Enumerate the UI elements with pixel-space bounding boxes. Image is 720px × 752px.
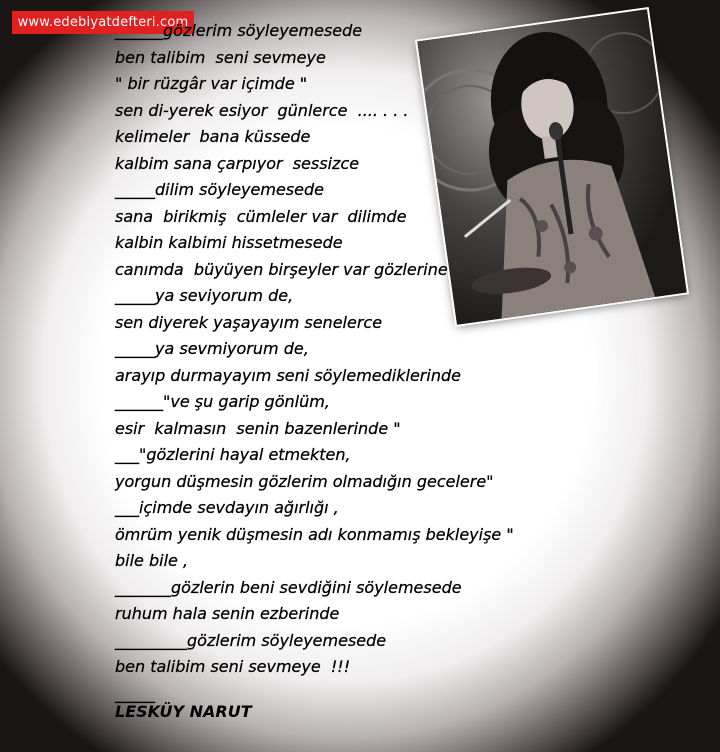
poem-line: _____ya seviyorum de, [115,286,294,305]
poem-line: ___"gözlerini hayal etmekten, [115,445,351,464]
poem-line: _____dilim söyleyemesede [115,180,324,199]
site-watermark[interactable]: www.edebiyatdefteri.com [12,11,194,34]
poem-line: arayıp durmayayım seni söylemediklerinde [115,365,461,385]
poem-line: sana birikmiş cümleler var dilimde [115,206,407,226]
poem-line: yorgun düşmesin gözlerim olmadığın gecelere" [115,471,494,491]
poem-line: kalbim sana çarpıyor sessizce [115,153,360,173]
poem-line: ben talibim seni sevmeye !!! [115,657,351,676]
poem-line: ___içimde sevdayın ağırlığı , [115,498,339,517]
poem-line: ben talibim seni sevmeye [115,47,326,67]
poem-line: _________gözlerim söyleyemesede [115,630,387,650]
poem-line: " bir rüzgâr var içimde " [115,74,308,93]
poem-line: bile bile , [115,551,189,570]
poem-line: sen diyerek yaşayayım senelerce [115,312,383,332]
poem-author: LESKÜY NARUT [115,702,252,721]
poem-line: ruhum hala senin ezberinde [115,604,340,623]
poem-line: esir kalmasın senin bazenlerinde " [115,418,401,438]
poem-line: _____ya sevmiyorum de, [115,339,309,358]
poem-line: sen di-yerek esiyor günlerce .... . . . [115,100,409,120]
poem-line: ömrüm yenik düşmesin adı konmamış bekleyişe " [115,524,514,544]
poem-line: _____ [115,683,155,703]
poem-line: ______"ve şu garip gönlüm, [115,392,330,411]
poem-line: kelimeler bana küssede [115,127,311,146]
poem-line: _______gözlerin beni sevdiğini söylemesede [115,577,462,597]
poem-line: ______gözlerim söyleyemesede [115,21,363,40]
poem-line: kalbin kalbimi hissetmesede [115,233,343,252]
poem-lines [115,18,514,707]
poem-line: canımda büyüyen birşeyler var gözlerine [115,259,448,279]
